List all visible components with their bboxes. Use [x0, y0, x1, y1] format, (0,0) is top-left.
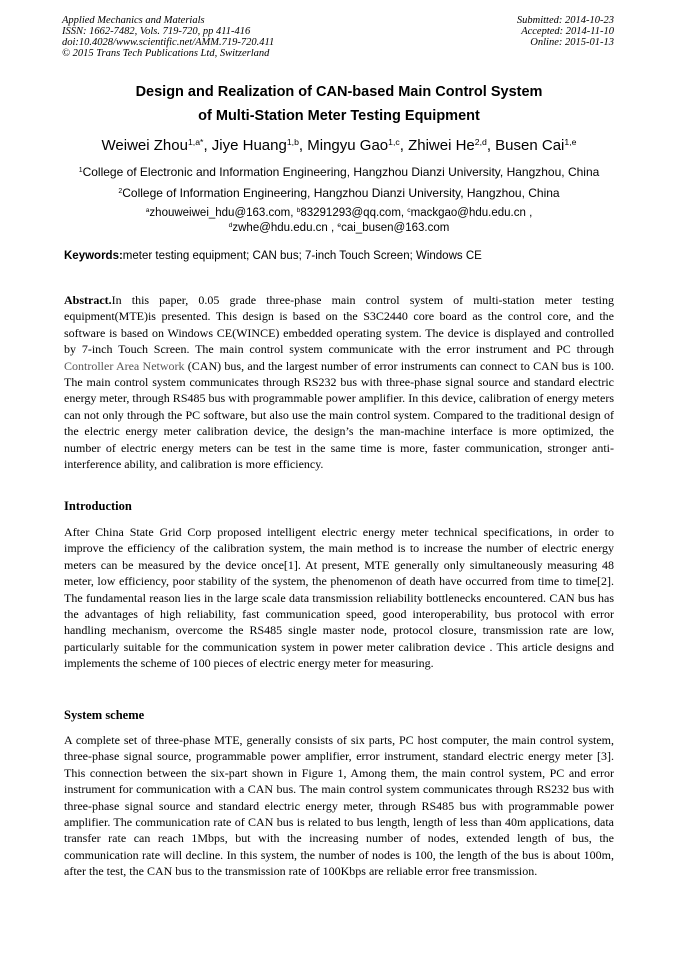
- can-term-link[interactable]: Controller Area Network: [64, 358, 185, 373]
- keywords: [64, 250, 482, 262]
- author-name: Jiye Huang: [211, 137, 287, 154]
- email-line-1: [0, 206, 678, 221]
- date-online: Online: 2015-01-13: [530, 37, 614, 48]
- abstract-label: Abstract.: [64, 293, 112, 307]
- introduction-text: After China State Grid Corp proposed intelligent electric energy meter technical specifications, in order to improve the efficiency of the calibration system, the main method is to increase the number of electric energy meters can be measured by the device once[1]. At present, MTE generally only simultaneously measuring 48 meter, low efficiency, poor stability of the system, the phenomenon of death have occurred from time to time[2]. The fundamental reason lies in the large scale data transmission reliability bottlenecks encountered. CAN bus has the advantages of high reliability, fast communication speed, good interoperability, bus protocol with error handling mechanism, overcome the RS485 single master node, protocol closure, transmission rate are low, particularly suitable for the communication system in power meter calibration device . This article designs and implements the scheme of 100 pieces of electric energy meter for measuring.: [64, 525, 614, 671]
- author-affil-marker: 1,b: [286, 136, 299, 147]
- author-affil-marker: 1,c: [388, 136, 400, 147]
- author-affil-marker: 1,a*: [187, 136, 204, 147]
- system-scheme-text: A complete set of three-phase MTE, generally consists of six parts, PC host computer, the main control system, three-phase signal source, programmable power amplifier, error instrument, standard electric energy meter [3]. This connection between the six-part shown in Figure 1, Among them, the main control system, PC and error instrument for communication with a CAN bus. The main control system communicates through RS232 bus with three-phase signal source and standard electric energy meter, through RS485 bus with programmable power amplifier. The communication rate of CAN bus is related to bus length, length of less than 40m applications, data transfer rate can reach 1Mbps, but with the increasing number of nodes, extended length of bus, the communication rate will decline. In this system, the number of nodes is 100, the length of the bus is about 100m, after the test, the CAN bus to the transmission rate of 100Kbps are reliable error free transmission.: [64, 733, 614, 879]
- system-scheme-heading: System scheme: [64, 708, 145, 722]
- date-submitted: Submitted: 2014-10-23: [516, 15, 614, 26]
- abstract-text-continued: (CAN) bus, and the largest number of error instruments can connect to CAN bus is 100. The main control system communicates through RS232 bus with three-phase signal source and standard electric energy meter, through RS485 bus with programmable power amplifier. In this device, calibration of energy meters can not only through the PC software, but also use the main control system. Compared to the traditional design of the electric energy meter calibration device, the design’s the man-machine interface is more optimized, the number of electric energy meters can be test in the same time is more, faster communication, stronger anti-interference ability, and calibration is more efficiency.: [64, 358, 615, 472]
- affiliation-marker: 1: [78, 166, 83, 174]
- affiliation-marker: 2: [118, 187, 123, 195]
- paper-title: [0, 80, 678, 128]
- email-marker: b: [296, 207, 301, 214]
- author-name: Weiwei Zhou: [101, 137, 188, 154]
- keywords-label: Keywords:: [64, 250, 123, 262]
- email-address: zhouweiwei_hdu@163.com,: [149, 207, 297, 219]
- journal-doi: doi:10.4028/www.scientific.net/AMM.719-720.411: [62, 37, 275, 48]
- abstract-text: In this paper, 0.05 grade three-phase main control system of multi-station meter testing equipment(MTE)is presented. This design is based on the S3C2440 core board as the control core, and the software is based on Windows CE(WINCE) embedded operating system. The device is displayed and controlled by 7-inch Touch Screen. The main control system communicate with the error instrument and PC through: [64, 293, 614, 357]
- author-emails: [0, 206, 678, 236]
- email-address: cai_busen@163.com: [341, 222, 450, 234]
- email-marker: d: [228, 222, 233, 229]
- email-marker: a: [145, 207, 150, 214]
- author-name: Mingyu Gao: [307, 137, 389, 154]
- email-address: mackgao@hdu.edu.cn ,: [410, 207, 533, 219]
- journal-copyright: © 2015 Trans Tech Publications Ltd, Switzerland: [62, 48, 270, 59]
- author-affil-marker: 1,e: [564, 136, 577, 147]
- affiliation-text: College of Electronic and Information Engineering, Hangzhou Dianzi University, Hangzhou, China: [82, 165, 600, 179]
- journal-name: Applied Mechanics and Materials: [62, 15, 205, 26]
- email-marker: c: [407, 207, 411, 214]
- title-line-1: Design and Realization of CAN-based Main Control System: [135, 84, 543, 100]
- journal-info: [62, 15, 274, 59]
- introduction-heading: Introduction: [64, 499, 132, 513]
- affiliation-text: College of Information Engineering, Hangzhou Dianzi University, Hangzhou, China: [122, 186, 560, 200]
- journal-issn: ISSN: 1662-7482, Vols. 719-720, pp 411-416: [62, 26, 251, 37]
- title-line-2: of Multi-Station Meter Testing Equipment: [198, 108, 480, 124]
- submission-dates: [517, 15, 614, 48]
- affiliation-1: [0, 165, 678, 179]
- author-affil-marker: 2,d: [474, 136, 487, 147]
- date-accepted: Accepted: 2014-11-10: [521, 26, 614, 37]
- author-name: Zhiwei He: [408, 137, 475, 154]
- email-address: 83291293@qq.com,: [300, 207, 408, 219]
- email-marker: e: [337, 222, 342, 229]
- keywords-text: meter testing equipment; CAN bus; 7-inch Touch Screen; Windows CE: [122, 250, 482, 262]
- abstract: [64, 292, 614, 472]
- email-line-2: [0, 221, 678, 236]
- author-list: Weiwei Zhou$^{1,a*}$, Jiye Huang$^{1,b}$, Mingyu Gao$^{1,c}$, Zhiwei He$^{2,d}$, Busen Cai$^{1,e}$: [101, 136, 577, 154]
- author-name: Busen Cai: [495, 137, 565, 154]
- email-address: zwhe@hdu.edu.cn ,: [232, 222, 338, 234]
- affiliation-2: [0, 186, 678, 200]
